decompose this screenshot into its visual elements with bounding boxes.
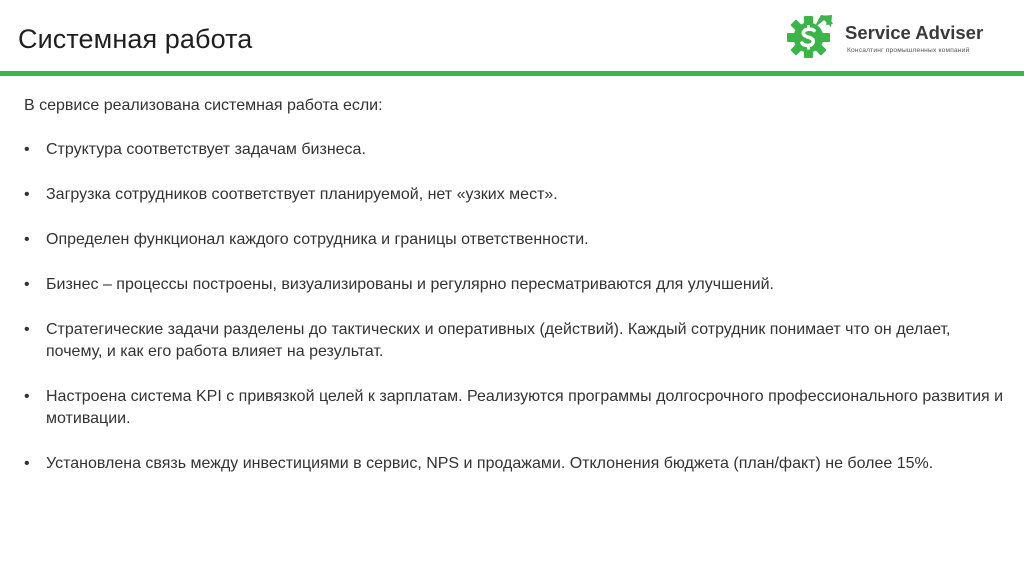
list-item — [24, 139, 1004, 161]
slide-title: Системная работа — [18, 24, 253, 54]
list-item — [24, 229, 1004, 251]
slide-body — [24, 95, 1004, 498]
bullet-marker: • — [24, 231, 30, 248]
list-item — [24, 274, 1004, 296]
gear-dollar-arrow-icon — [784, 14, 834, 60]
slide-header — [0, 0, 1024, 71]
list-item — [24, 386, 1004, 430]
bullet-marker: • — [24, 141, 30, 158]
list-item-text: Загрузка сотрудников соответствует планируемой, нет «узких мест». — [46, 186, 558, 203]
bullet-marker: • — [24, 455, 30, 472]
bullet-marker: • — [24, 186, 30, 203]
list-item-text: Настроена система KPI с привязкой целей к зарплатам. Реализуются программы долгосрочного профессионального развития и мотивации. — [46, 388, 1004, 427]
list-item-text: Структура соответствует задачам бизнеса. — [46, 141, 366, 158]
list-item-text: Определен функционал каждого сотрудника и границы ответственности. — [46, 231, 589, 248]
list-item-text: Стратегические задачи разделены до тактических и оперативных (действий). Каждый сотрудник понимает что он делает, почему, и как его работа влияет на результат. — [46, 321, 951, 360]
list-item — [24, 184, 1004, 206]
bullet-list — [24, 139, 1004, 475]
logo-name: Service Adviser — [845, 22, 984, 43]
list-item — [24, 453, 1004, 475]
bullet-marker: • — [24, 321, 30, 338]
intro-text: В сервисе реализована системная работа если: — [24, 97, 383, 114]
list-item — [24, 319, 1004, 363]
company-logo — [784, 14, 1016, 62]
logo-tagline: Консалтинг промышленных компаний — [847, 47, 970, 54]
header-divider — [0, 71, 1024, 76]
list-item-text: Установлена связь между инвестициями в сервис, NPS и продажами. Отклонения бюджета (план/факт) не более 15%. — [46, 455, 934, 472]
list-item-text: Бизнес – процессы построены, визуализированы и регулярно пересматриваются для улучшений. — [46, 276, 774, 293]
bullet-marker: • — [24, 388, 30, 405]
bullet-marker: • — [24, 276, 30, 293]
